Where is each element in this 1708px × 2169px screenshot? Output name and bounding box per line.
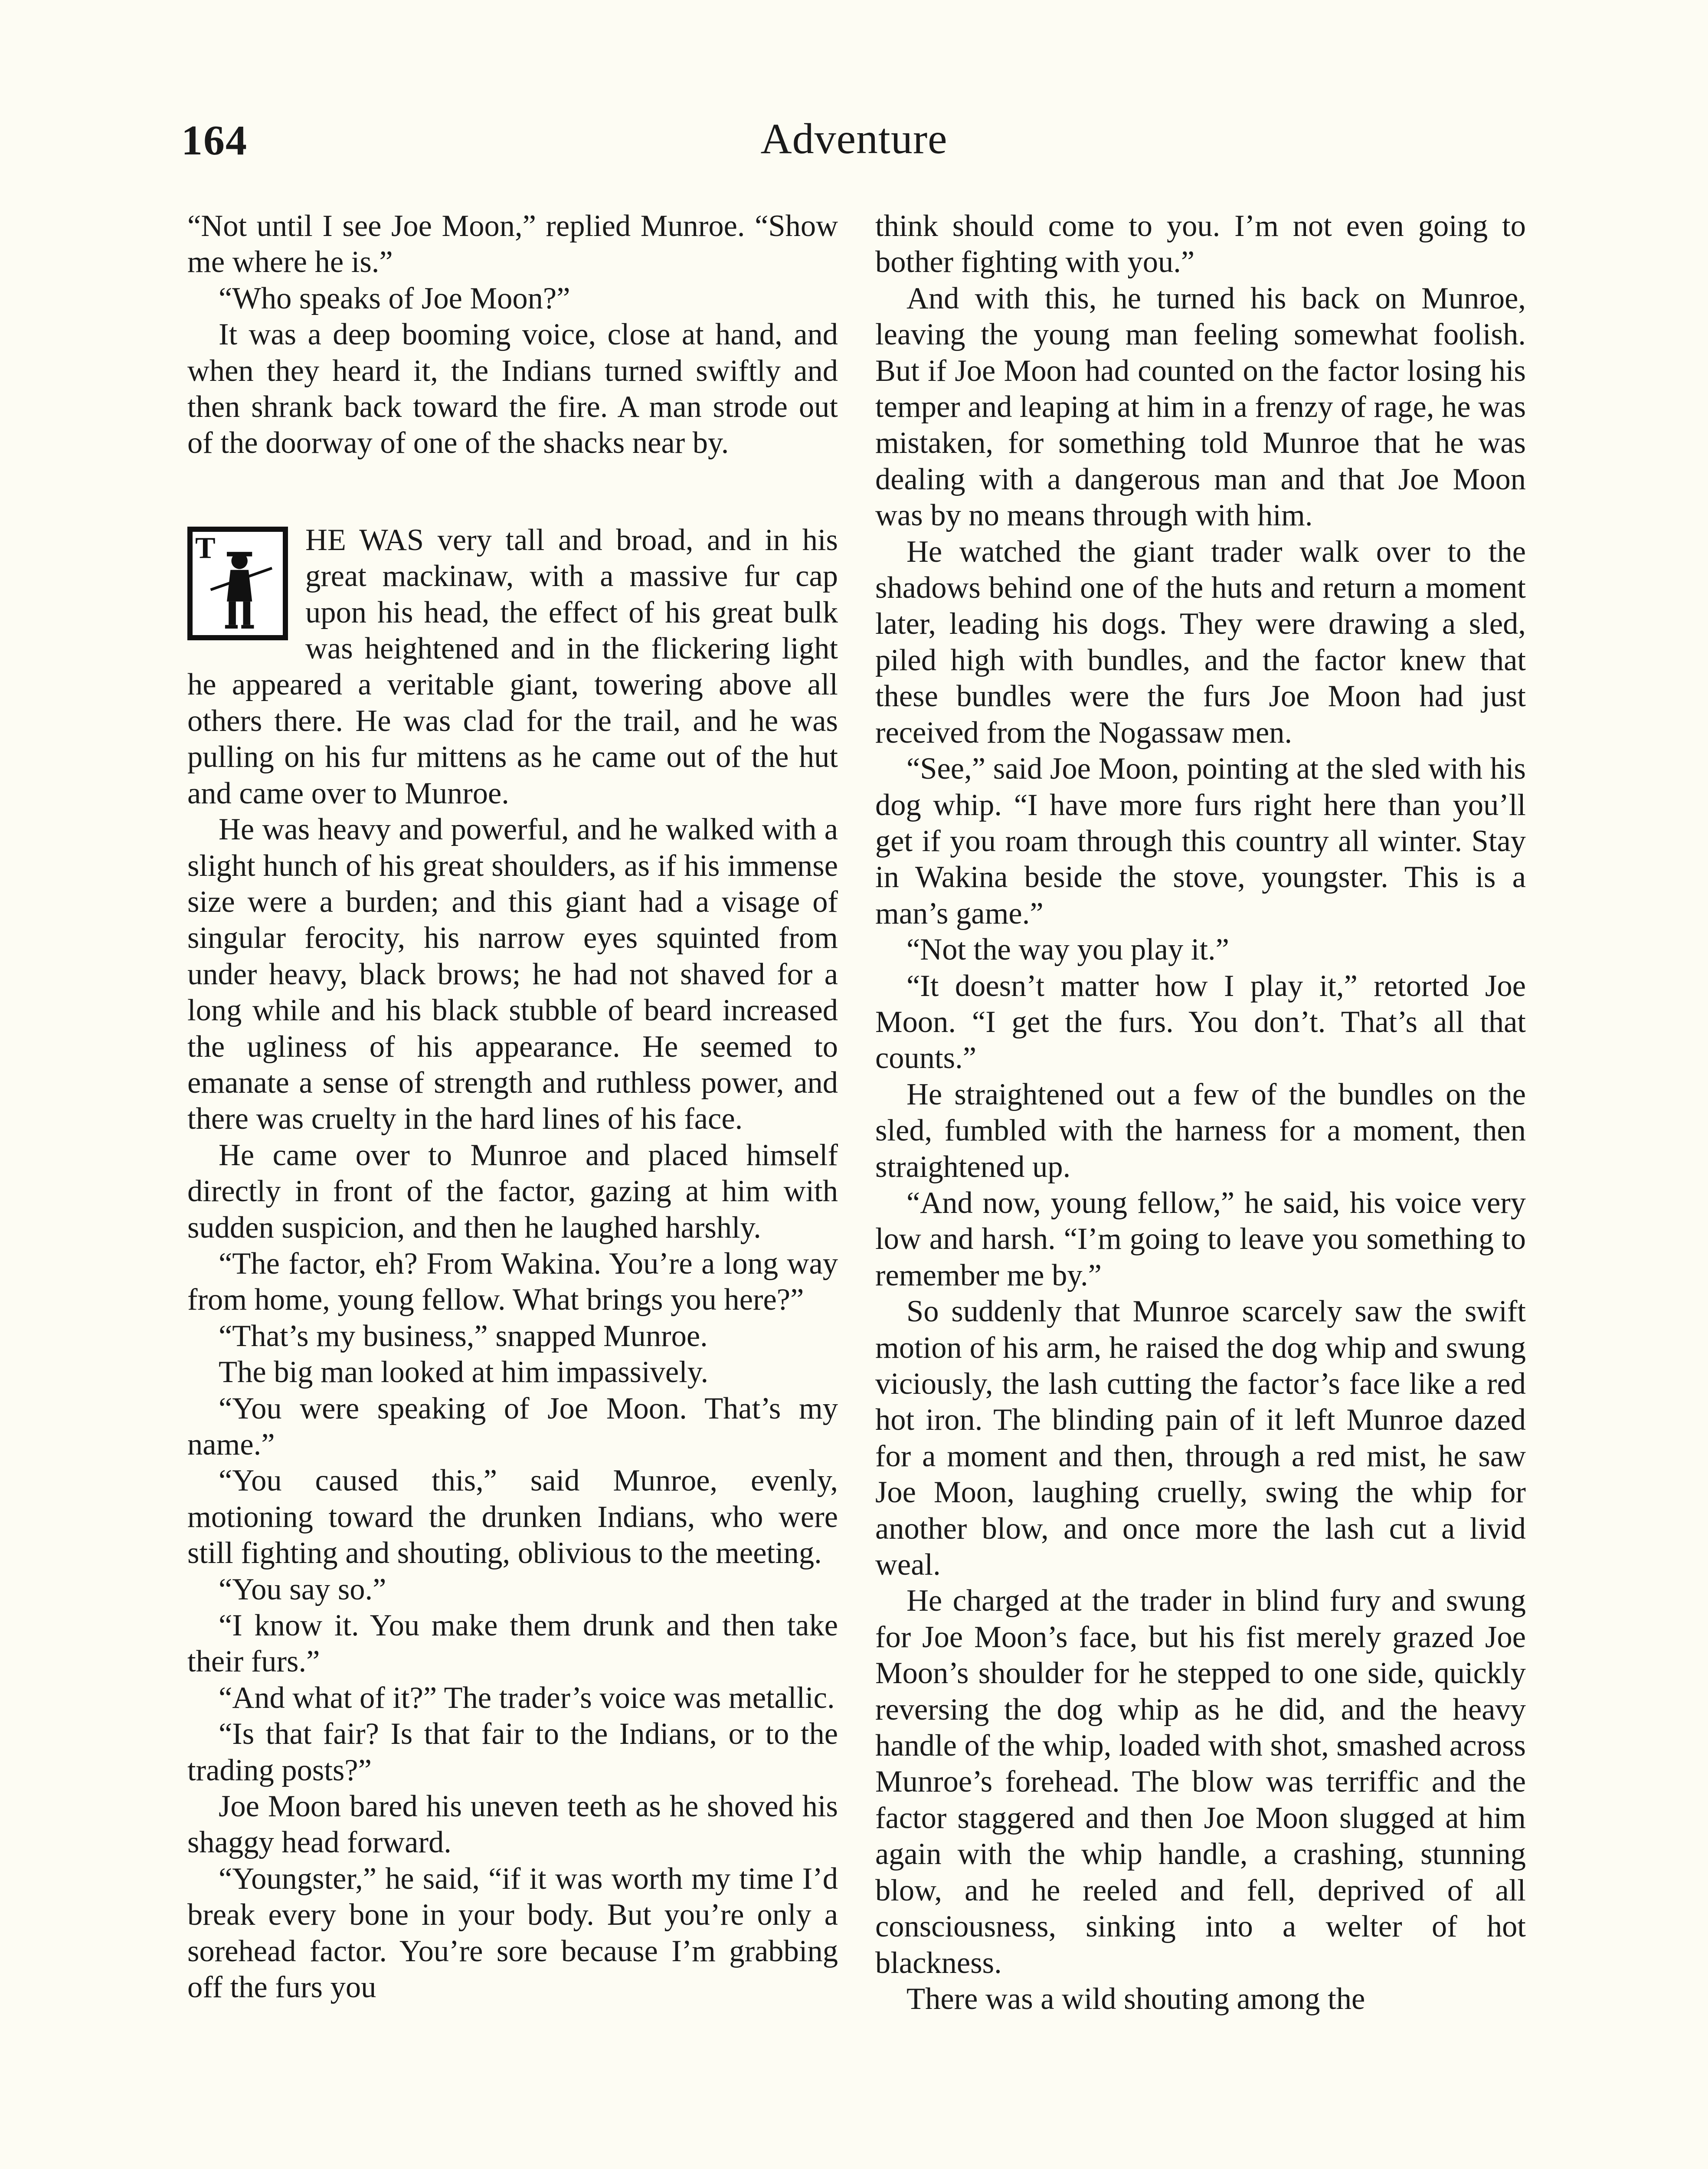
paragraph: So suddenly that Munroe scarcely saw the swift motion of his arm, he raised the dog whip and swung viciously, the lash cutting the factor’s face like a red hot iron. The blinding pain of it left Munroe dazed for a moment and then, through a red mist, he saw Joe Moon, laughing cruelly, swing the whip for another blow, and once more the lash cut a livid weal. — [875, 1294, 1526, 1582]
paragraph: It was a deep booming voice, close at hand, and when they heard it, the Indians turned swiftly and then shrank back toward the fire. A man strode out of the doorway of one of the shacks near by. — [187, 318, 838, 460]
paragraph: He came over to Munroe and placed himself directly in front of the factor, gazing at him with sudden suspicion, and then he laughed harshly. — [187, 1138, 838, 1245]
paragraph: The big man looked at him impassively. — [219, 1355, 709, 1389]
paragraph: There was a wild shouting among the — [906, 1982, 1365, 2016]
paragraph: He charged at the trader in blind fury and swung for Joe Moon’s face, but his fist merely grazed Joe Moon’s shoulder for he stepped to one side, quickly reversing the dog whip as he did, and the heavy handle of the whip, loaded with shot, smashed across Munroe’s forehead. The blow was terriffic and the factor staggered and then Joe Moon slugged at him again with the whip handle, a crashing, stunning blow, and he reeled and fell, deprived of all consciousness, sinking into a welter of hot blackness. — [875, 1584, 1526, 1980]
paragraph: “Who speaks of Joe Moon?” — [219, 281, 570, 315]
paragraph: “It doesn’t matter how I play it,” retorted Joe Moon. “I get the furs. You don’t. That’s all that counts.” — [875, 969, 1526, 1075]
trapper-figure-icon — [193, 532, 283, 635]
paragraph: “And what of it?” The trader’s voice was metallic. — [219, 1681, 835, 1715]
paragraph: “That’s my business,” snapped Munroe. — [219, 1319, 708, 1353]
paragraph: “Is that fair? Is that fair to the Indians, or to the trading posts?” — [187, 1717, 838, 1787]
magazine-title: Adventure — [760, 115, 948, 163]
paragraph: “You say so.” — [219, 1572, 386, 1606]
right-column — [875, 208, 1526, 2017]
left-column — [187, 208, 838, 2006]
paragraph: “You were speaking of Joe Moon. That’s my name.” — [187, 1391, 838, 1461]
dropcap-illustration — [187, 527, 288, 640]
paragraph: “Youngster,” he said, “if it was worth my time I’d break every bone in your body. But you’re only a sorehead factor. You’re sore because I’m grabbing off the furs you — [187, 1861, 838, 2005]
paragraph: “The factor, eh? From Wakina. You’re a long way from home, young fellow. What brings you here?” — [187, 1246, 838, 1317]
paragraph: “And now, young fellow,” he said, his voice very low and harsh. “I’m going to leave you something to remember me by.” — [875, 1186, 1526, 1292]
paragraph: He straightened out a few of the bundles on the sled, fumbled with the harness for a moment, then straightened up. — [875, 1077, 1526, 1184]
paragraph: Joe Moon bared his uneven teeth as he shoved his shaggy head forward. — [187, 1789, 838, 1860]
paragraph: “Not the way you play it.” — [906, 933, 1229, 967]
paragraph: “I know it. You make them drunk and then take their furs.” — [187, 1609, 838, 1679]
paragraph: And with this, he turned his back on Munroe, leaving the young man feeling somewhat foolish. But if Joe Moon had counted on the factor losing his temper and leaping at him in a frenzy of rage, he was mistaken, for something told Munroe that he was dealing with a dangerous man and that Joe Moon was by no means through with him. — [875, 281, 1526, 533]
dropcap-paragraph — [187, 522, 838, 812]
paragraph: “Not until I see Joe Moon,” replied Munroe. “Show me where he is.” — [187, 209, 838, 279]
paragraph: think should come to you. I’m not even going to bother fighting with you.” — [875, 209, 1526, 279]
paragraph: “See,” said Joe Moon, pointing at the sled with his dog whip. “I have more furs right here than you’ll get if you roam through this country all winter. Stay in Wakina beside the stove, youngster. This is a man’s game.” — [875, 752, 1526, 931]
paragraph: He watched the giant trader walk over to the shadows behind one of the huts and return a moment later, leading his dogs. They were drawing a sled, piled high with bundles, and the factor knew that these bundles were the furs Joe Moon had just received from the Nogassaw men. — [875, 534, 1526, 750]
dropcap-letter: T — [195, 531, 216, 565]
paragraph: “You caused this,” said Munroe, evenly, motioning toward the drunken Indians, who were still fighting and shouting, oblivious to the meeting. — [187, 1464, 838, 1570]
paragraph-text: HE WAS very tall and broad, and in his great mackinaw, with a massive fur cap upon his head, the effect of his great bulk was heightened and in the flickering light he appeared a veritable giant, towering above all others there. He was clad for the trail, and he was pulling on his fur mittens as he came out of the hut and came over to Munroe. — [187, 523, 838, 810]
paragraph: He was heavy and powerful, and he walked with a slight hunch of his great shoulders, as if his immense size were a burden; and this giant had a visage of singular ferocity, his narrow eyes squinted from under heavy, black brows; he had not shaved for a long while and his black stubble of beard increased the ugliness of his appearance. He seemed to emanate a sense of strength and ruthless power, and there was cruelty in the hard lines of his face. — [187, 813, 838, 1136]
page-number: 164 — [181, 117, 248, 164]
